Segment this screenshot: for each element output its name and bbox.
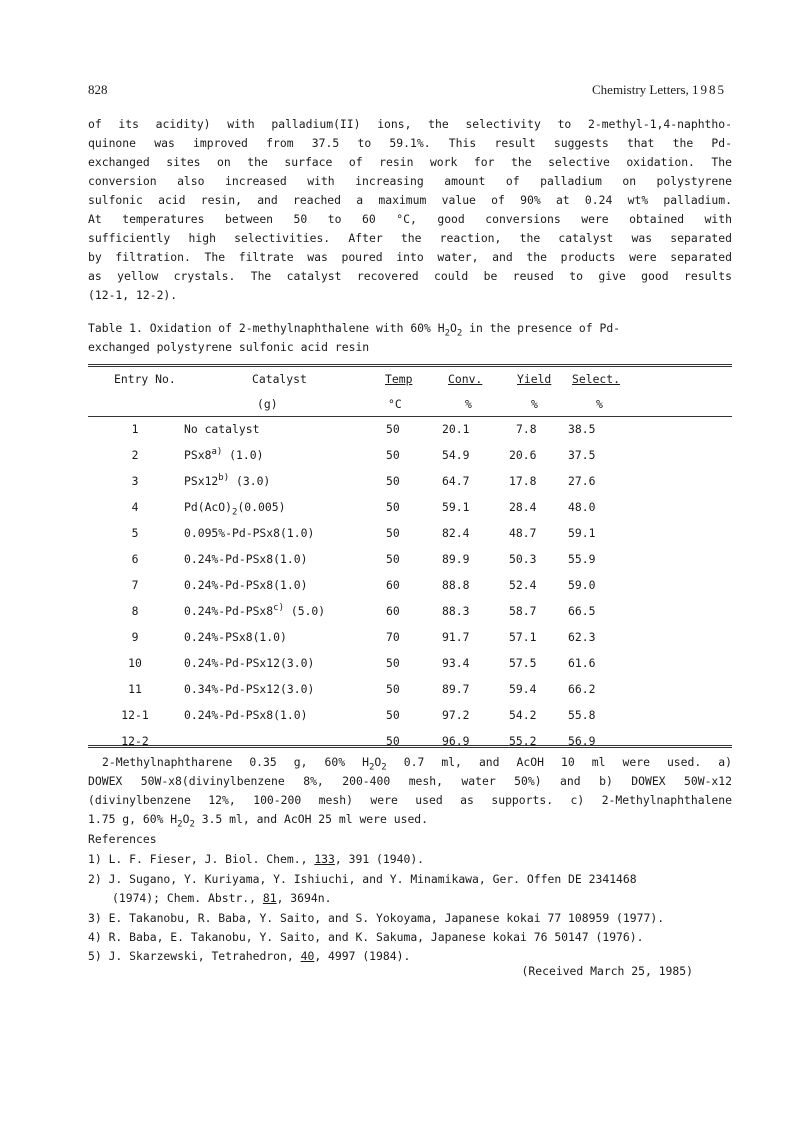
references-heading: References (88, 832, 157, 846)
cell-temp: 50 (386, 500, 400, 514)
cell-entry: 3 (131, 474, 139, 488)
cell-yield: 17.8 (509, 474, 537, 488)
cell-conv: 64.7 (442, 474, 470, 488)
footnote-line: (divinylbenzene 12%, 100-200 mesh) were used as supports. c) 2-Methylnaphthalene (88, 793, 732, 807)
cell-temp: 50 (386, 474, 400, 488)
header-conv-unit: % (465, 397, 472, 411)
cell-conv: 96.9 (442, 734, 470, 748)
cell-select: 66.2 (568, 682, 596, 696)
body-line: At temperatures between 50 to 60 °C, good conversions were obtained with (88, 212, 732, 226)
journal-name: Chemistry Letters, (592, 82, 689, 97)
footnote-line: 2-Methylnaphtharene 0.35 g, 60% $H_2O_2$ 0.7 ml, and AcOH 10 ml were used. a) (102, 755, 732, 773)
cell-select: 37.5 (568, 448, 596, 462)
header-select-unit: % (596, 397, 603, 411)
cell-conv: 97.2 (442, 708, 470, 722)
reference-item: 1) L. F. Fieser, J. Biol. Chem., 133, 391 (1940). (88, 852, 425, 866)
cell-conv: 88.8 (442, 578, 470, 592)
header-temp-unit: °C (388, 397, 402, 411)
cell-select: 55.8 (568, 708, 596, 722)
footnote-line: 1.75 g, 60% $H_2O_2$ 3.5 ml, and AcOH 25 ml were used. (88, 812, 429, 830)
reference-item: 5) J. Skarzewski, Tetrahedron, 40, 4997 (1984). (88, 949, 411, 963)
cell-temp: 50 (386, 734, 400, 748)
cell-entry: 12-2 (121, 734, 149, 748)
body-line: conversion also increased with increasing amount of palladium on polystyrene (88, 174, 732, 188)
cell-temp: 50 (386, 708, 400, 722)
header-yield-unit: % (531, 397, 538, 411)
cell-yield: 57.1 (509, 630, 537, 644)
header-select: Select. (572, 372, 621, 386)
cell-temp: 50 (386, 448, 400, 462)
cell-yield: 20.6 (509, 448, 537, 462)
cell-catalyst: 0.24%-PSx8(1.0) (184, 630, 287, 644)
cell-yield: 59.4 (509, 682, 537, 696)
table-bottom-rule (88, 747, 732, 748)
body-line: quinone was improved from 37.5 to 59.1%. This result suggests that the Pd- (88, 136, 732, 150)
cell-temp: 50 (386, 526, 400, 540)
cell-entry: 1 (131, 422, 139, 436)
body-line: by filtration. The filtrate was poured into water, and the products were separated (88, 250, 732, 264)
table-caption-line: exchanged polystyrene sulfonic acid resin (88, 340, 370, 354)
reference-item-continued: (1974); Chem. Abstr., 81, 3694n. (112, 891, 332, 905)
cell-entry: 2 (131, 448, 139, 462)
table-bottom-rule (88, 745, 732, 746)
cell-yield: 7.8 (516, 422, 537, 436)
cell-entry: 5 (131, 526, 139, 540)
body-line: as yellow crystals. The catalyst recovered could be reused to give good results (88, 269, 732, 283)
cell-catalyst: PSx12$^{b)}$ (3.0) (184, 473, 271, 488)
journal-year: 1985 (692, 82, 727, 97)
header-temp: Temp (385, 372, 413, 386)
cell-conv: 82.4 (442, 526, 470, 540)
cell-entry: 12-1 (121, 708, 149, 722)
cell-select: 48.0 (568, 500, 596, 514)
table-top-rule (88, 364, 732, 365)
cell-temp: 70 (386, 630, 400, 644)
table-caption-line: Table 1. Oxidation of 2-methylnaphthalene with 60% $H_2O_2$ in the presence of Pd- (88, 321, 621, 339)
cell-entry: 9 (131, 630, 139, 644)
reference-item: 4) R. Baba, E. Takanobu, Y. Saito, and K. Sakuma, Japanese kokai 76 50147 (1976). (88, 930, 644, 944)
cell-entry: 10 (128, 656, 142, 670)
cell-catalyst: 0.24%-Pd-PSx8(1.0) (184, 552, 308, 566)
cell-conv: 59.1 (442, 500, 470, 514)
cell-yield: 52.4 (509, 578, 537, 592)
cell-entry: 6 (131, 552, 139, 566)
body-line: sulfonic acid resin, and reached a maximum value of 90% at 0.24 wt% palladium. (88, 193, 732, 207)
cell-yield: 48.7 (509, 526, 537, 540)
body-line: of its acidity) with palladium(II) ions, the selectivity to 2-methyl-1,4-naphtho- (88, 117, 732, 131)
cell-select: 66.5 (568, 604, 596, 618)
header-catalyst: Catalyst (252, 372, 307, 386)
cell-entry: 11 (128, 682, 142, 696)
cell-conv: 91.7 (442, 630, 470, 644)
cell-yield: 57.5 (509, 656, 537, 670)
cell-conv: 20.1 (442, 422, 470, 436)
cell-temp: 60 (386, 578, 400, 592)
cell-yield: 55.2 (509, 734, 537, 748)
cell-select: 61.6 (568, 656, 596, 670)
cell-select: 56.9 (568, 734, 596, 748)
body-line: exchanged sites on the surface of resin work for the selective oxidation. The (88, 155, 732, 169)
header-conv: Conv. (448, 372, 483, 386)
reference-item: 2) J. Sugano, Y. Kuriyama, Y. Ishiuchi, and Y. Minamikawa, Ger. Offen DE 2341468 (88, 872, 637, 886)
footnote-line: DOWEX 50W-x8(divinylbenzene 8%, 200-400 mesh, water 50%) and b) DOWEX 50W-x12 (88, 774, 732, 788)
cell-conv: 93.4 (442, 656, 470, 670)
cell-yield: 28.4 (509, 500, 537, 514)
body-line: (12-1, 12-2). (88, 288, 178, 302)
body-line: sufficiently high selectivities. After the reaction, the catalyst was separated (88, 231, 732, 245)
cell-temp: 50 (386, 682, 400, 696)
cell-temp: 50 (386, 656, 400, 670)
cell-catalyst: 0.34%-Pd-PSx12(3.0) (184, 682, 315, 696)
header-yield: Yield (517, 372, 552, 386)
cell-catalyst: $Pd(AcO)_2(0.005)$ (184, 500, 286, 518)
cell-select: 59.1 (568, 526, 596, 540)
cell-entry: 8 (131, 604, 139, 618)
cell-catalyst: No catalyst (184, 422, 260, 436)
header-entry: Entry No. (114, 372, 176, 386)
cell-catalyst: 0.24%-Pd-PSx12(3.0) (184, 656, 315, 670)
cell-select: 27.6 (568, 474, 596, 488)
cell-entry: 7 (131, 578, 139, 592)
cell-yield: 58.7 (509, 604, 537, 618)
page-number: 828 (88, 82, 108, 97)
cell-yield: 50.3 (509, 552, 537, 566)
cell-select: 38.5 (568, 422, 596, 436)
cell-entry: 4 (131, 500, 139, 514)
cell-catalyst: PSx8$^{a)}$ (1.0) (184, 447, 264, 462)
reference-item: 3) E. Takanobu, R. Baba, Y. Saito, and S. Yokoyama, Japanese kokai 77 108959 (1977). (88, 911, 665, 925)
cell-catalyst: 0.095%-Pd-PSx8(1.0) (184, 526, 315, 540)
cell-select: 59.0 (568, 578, 596, 592)
cell-temp: 50 (386, 552, 400, 566)
cell-conv: 89.9 (442, 552, 470, 566)
cell-conv: 89.7 (442, 682, 470, 696)
table-top-rule (88, 366, 732, 367)
received-date: (Received March 25, 1985) (521, 964, 693, 978)
header-catalyst-unit: (g) (257, 397, 278, 411)
cell-catalyst: 0.24%-Pd-PSx8(1.0) (184, 578, 308, 592)
cell-conv: 54.9 (442, 448, 470, 462)
table-header-rule (88, 416, 732, 417)
cell-temp: 50 (386, 422, 400, 436)
cell-catalyst: 0.24%-Pd-PSx8(1.0) (184, 708, 308, 722)
cell-select: 55.9 (568, 552, 596, 566)
cell-yield: 54.2 (509, 708, 537, 722)
cell-temp: 60 (386, 604, 400, 618)
journal-header (592, 82, 726, 98)
cell-conv: 88.3 (442, 604, 470, 618)
cell-select: 62.3 (568, 630, 596, 644)
cell-catalyst: 0.24%-Pd-PSx8$^{c)}$ (5.0) (184, 603, 326, 618)
